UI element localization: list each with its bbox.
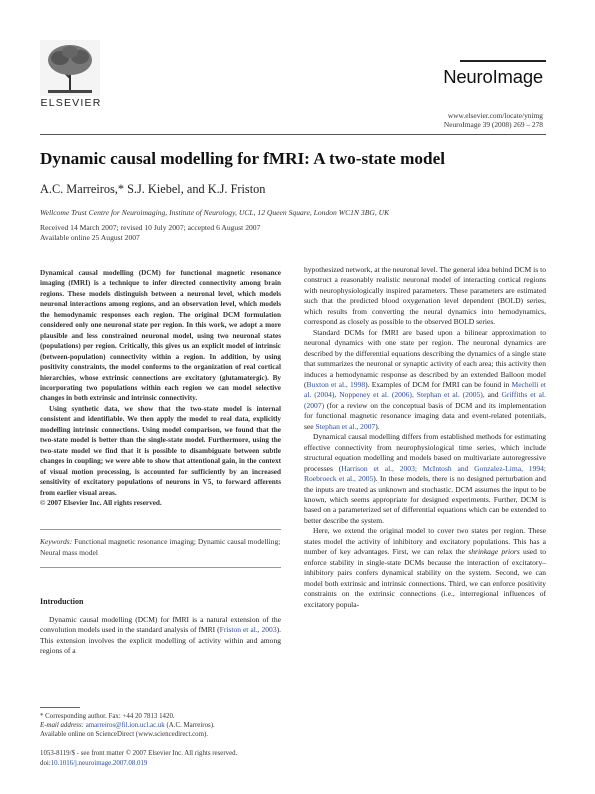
- issn-line: 1053-8119/$ - see front matter © 2007 Elsevier Inc. All rights reserved.: [40, 750, 238, 757]
- citation-link[interactable]: Harrison et al., 2003; McIntosh and Gonzalez-Lima, 1994; Roebroeck et al., 2005: [304, 463, 546, 484]
- keywords: [40, 537, 281, 558]
- emphasis: shrinkage priors: [468, 547, 520, 557]
- text-run: ). In these models, there is no designed perturbation and the inputs are treated as unknown and stochastic. DCM assumes the input to be known, which seems appropriate for designed experiments. Further, DCM is based on a parameterized set of differential equations which can be extended to better describe the system.: [304, 474, 546, 525]
- doi-label: doi:: [40, 759, 51, 767]
- text-run: ). This extension involves the explicit modelling of activity within and among regions of a: [40, 625, 281, 656]
- corresponding-author: * Corresponding author. Fax: +44 20 7813 1420.: [40, 713, 175, 720]
- intro-paragraph: [40, 615, 281, 657]
- keywords-text: Functional magnetic resonance imaging; Dynamic causal modelling; Neural mass model: [40, 537, 281, 557]
- journal-citation: NeuroImage 39 (2008) 269 – 278: [443, 120, 543, 129]
- text-run: Dynamic causal modelling (DCM) for fMRI is a natural extension of the convolution models used in the standard analysis of fMRI (: [40, 615, 281, 635]
- citation-link[interactable]: Buxton et al., 1998: [306, 379, 366, 389]
- article-title: Dynamic causal modelling for fMRI: A two-state model: [40, 149, 445, 168]
- email-line: [40, 721, 285, 730]
- journal-url[interactable]: www.elsevier.com/locate/ynimg: [447, 111, 543, 120]
- email-tail: (A.C. Marreiros).: [164, 722, 215, 729]
- text-run: used to enforce stability in single-state DCMs because the interaction of excitatory–inhibitory pairs confers dynamical stability on the system. Second, we can model both extrinsic and intrinsic connections. Third, we can enforce positivity constraints on the extrinsic connections (i.e., interregional influences of excitatory popula-: [304, 547, 547, 609]
- issn-block: [40, 749, 300, 768]
- abstract: [40, 268, 281, 508]
- right-column-body: [304, 265, 546, 610]
- text-run: ).: [375, 421, 380, 431]
- text-run: (for a review on the conceptual basis of DCM and its implementation for functional magnetic resonance imaging data and event-related potentials, see: [304, 400, 546, 431]
- footnote: [40, 712, 285, 739]
- text-run: Standard DCMs for fMRI are based upon a bilinear approximation to neuronal dynamics with one state per region. The neuronal dynamics are described by the differential equations describing the dynamics of a single state that summarizes the neuronal or synaptic activity of each area; this activity then induces a hemodynamic response as described by an extended Balloon model (: [304, 327, 546, 389]
- affiliation: Wellcome Trust Centre for Neuroimaging, Institute of Neurology, UCL, 12 Queen Square, London WC1N 3BG, UK: [40, 208, 390, 217]
- publisher-name: ELSEVIER: [40, 97, 102, 109]
- citation-link[interactable]: Griffiths et al. (2007): [304, 390, 546, 410]
- body-paragraph: [304, 432, 546, 526]
- text-run: Here, we extend the original model to cover two states per region. These states model the activity of inhibitory and excitatory populations. This has a number of key advantages. First, we can relax the: [304, 526, 546, 557]
- intro-body: [40, 615, 281, 657]
- body-paragraph: hypothesized network, at the neuronal level. The general idea behind DCM is to construct a reasonably realistic neuronal model of interacting cortical regions with neurophysiologically inspired parameters. These parameters are estimated such that the predicted blood oxygenation level dependent (BOLD) series, which results from converting the neural dynamics into hemodynamics, correspond as closely as possible to the observed BOLD series.: [304, 265, 546, 327]
- abstract-paragraph: Dynamical causal modelling (DCM) for functional magnetic resonance imaging (fMRI) is a technique to infer directed connectivity among brain regions. These models distinguish between a neuronal level, which models neuronal interactions among regions, and an observation level, which models the hemodynamic responses each region. The original DCM formulation considered only one neuronal state per region. In this work, we adopt a more plausible and less constrained neuronal model, using two neuronal states (populations) per region. Critically, this gives us an explicit model of intrinsic (between-population) connectivity within a region. In addition, by using positivity constraints, the model conforms to the organization of real cortical hierarchies, whose extrinsic connections are excitatory (glutamatergic). By incorporating two populations within each region we can model selective changes in both extrinsic and intrinsic connectivity.: [40, 269, 281, 403]
- email-link[interactable]: amarreiros@fil.ion.ucl.ac.uk: [85, 722, 165, 729]
- citation-link[interactable]: Stephan et al., 2007: [315, 421, 376, 431]
- email-label: E-mail address:: [40, 722, 84, 729]
- online-date: Available online 25 August 2007: [40, 233, 140, 242]
- keywords-label: Keywords:: [40, 537, 73, 546]
- elsevier-tree-logo: [40, 40, 100, 96]
- article-dates: [40, 223, 260, 243]
- section-heading-introduction: Introduction: [40, 597, 84, 606]
- article-authors: A.C. Marreiros,* S.J. Kiebel, and K.J. Friston: [40, 182, 266, 196]
- body-paragraph: [304, 328, 546, 433]
- header-divider: [40, 134, 546, 135]
- doi-line: [40, 759, 300, 769]
- journal-rule: [460, 60, 546, 62]
- citation-link[interactable]: Friston et al., 2003: [219, 625, 277, 635]
- text-run: and: [484, 390, 502, 400]
- received-dates: Received 14 March 2007; revised 10 July 2007; accepted 6 August 2007: [40, 223, 261, 232]
- text-run: Dynamical causal modelling differs from established methods for estimating effective connectivity from neurophysiological time series, which include structural equation modelling and models based on multivariate autoregressive processes (: [304, 432, 546, 473]
- journal-name: NeuroImage: [443, 66, 543, 87]
- body-paragraph: [304, 526, 546, 610]
- sciencedirect-note: Available online on ScienceDirect (www.sciencedirect.com).: [40, 731, 208, 738]
- text-run: ). Examples of DCM for fMRI can be found in: [365, 379, 512, 389]
- abstract-paragraph: Using synthetic data, we show that the two-state model is internal consistent and identifiable. We then apply the model to real data, explicitly modelling intrinsic connections. Using model comparison, we found that the two-state model is better than the single-state model. Furthermore, using the two-state model we find that it is possible to disambiguate between subtle changes in coupling; we were able to show that attentional gain, in the context of visual motion processing, is accounted for sufficiently by an increased sensitivity of excitatory populations of neurons in V5, to forward afferents from earlier visual areas.: [40, 404, 281, 497]
- copyright: © 2007 Elsevier Inc. All rights reserved.: [40, 498, 162, 507]
- keywords-divider-top: [40, 529, 281, 530]
- journal-info: [444, 111, 543, 129]
- footnote-divider: [40, 707, 80, 708]
- citation-link[interactable]: Mechelli et al. (2004), Noppeney et al. (2006), Stephan et al. (2005),: [304, 379, 546, 400]
- doi-link[interactable]: 10.1016/j.neuroimage.2007.08.019: [50, 759, 148, 767]
- keywords-divider-bottom: [40, 567, 281, 568]
